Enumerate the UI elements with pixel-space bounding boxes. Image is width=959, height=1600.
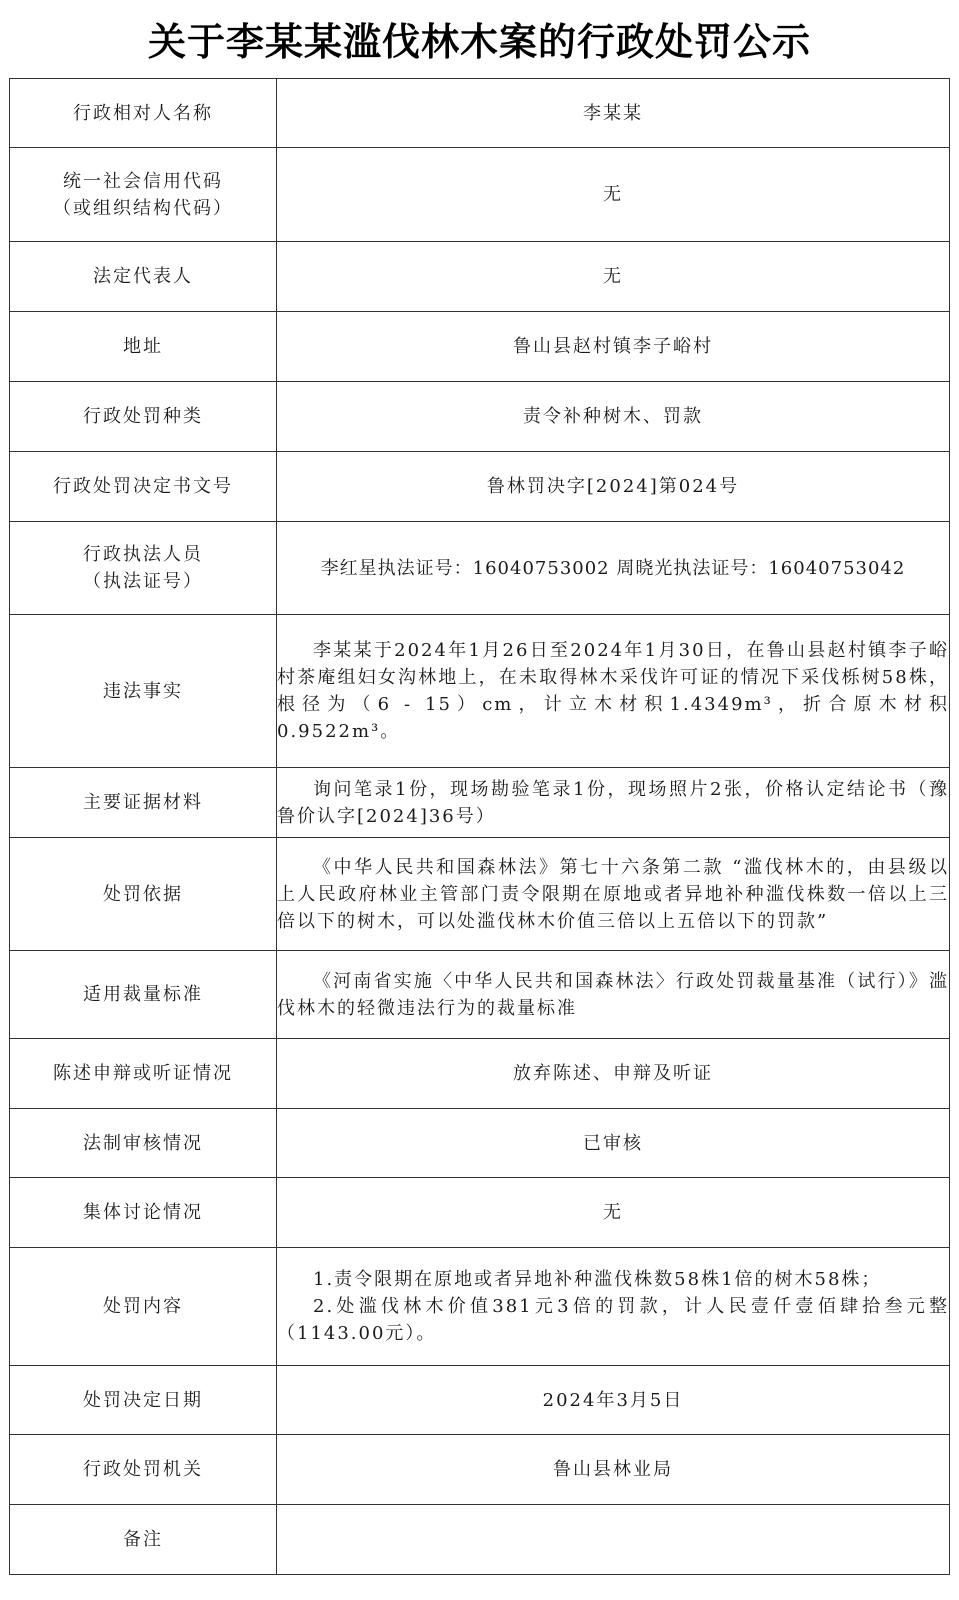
label-cell: 统一社会信用代码 （或组织结构代码） xyxy=(10,148,277,242)
label-cell: 法定代表人 xyxy=(10,242,277,312)
value-cell: 询问笔录1份，现场勘验笔录1份，现场照片2张，价格认定结论书（豫鲁价认字[2024]36号） xyxy=(277,768,950,838)
value-cell: 李某某于2024年1月26日至2024年1月30日，在鲁山县赵村镇李子峪村茶庵组妇女沟林地上，在未取得林木采伐许可证的情况下采伐栎树58株，根径为（6 - 15）cm，计立木材积1.4349m³，折合原木材积0.9522m³。 xyxy=(277,615,950,768)
label-cell: 处罚内容 xyxy=(10,1248,277,1366)
label-cell: 地址 xyxy=(10,312,277,382)
value-cell: 1.责令限期在原地或者异地补种滥伐株数58株1倍的树木58株； 2.处滥伐林木价值381元3倍的罚款，计人民壹仟壹佰肆拾叁元整（1143.00元）。 xyxy=(277,1248,950,1366)
table-row xyxy=(10,1248,950,1366)
value-cell: 无 xyxy=(277,242,950,312)
label-cell: 行政相对人名称 xyxy=(10,79,277,148)
value-cell: 《河南省实施〈中华人民共和国森林法〉行政处罚裁量基准（试行）》滥伐林木的轻微违法行为的裁量标准 xyxy=(277,951,950,1039)
table-row xyxy=(10,382,950,452)
table-row xyxy=(10,1435,950,1505)
table-row xyxy=(10,522,950,615)
value-cell: 2024年3月5日 xyxy=(277,1366,950,1435)
label-cell: 处罚决定日期 xyxy=(10,1366,277,1435)
value-cell: 李红星执法证号：16040753002 周晓光执法证号：16040753042 xyxy=(277,522,950,615)
label-cell: 行政处罚种类 xyxy=(10,382,277,452)
value-cell: 鲁山县赵村镇李子峪村 xyxy=(277,312,950,382)
label-cell: 主要证据材料 xyxy=(10,768,277,838)
label-cell: 法制审核情况 xyxy=(10,1109,277,1178)
table-row xyxy=(10,615,950,768)
value-cell: 无 xyxy=(277,1178,950,1248)
label-cell: 适用裁量标准 xyxy=(10,951,277,1039)
value-cell: 李某某 xyxy=(277,79,950,148)
table-row xyxy=(10,951,950,1039)
table-row xyxy=(10,79,950,148)
value-cell xyxy=(277,1505,950,1575)
label-cell: 行政处罚机关 xyxy=(10,1435,277,1505)
label-cell: 违法事实 xyxy=(10,615,277,768)
value-cell: 放弃陈述、申辩及听证 xyxy=(277,1039,950,1109)
table-row xyxy=(10,1366,950,1435)
table-row xyxy=(10,1039,950,1109)
label-cell: 集体讨论情况 xyxy=(10,1178,277,1248)
label-cell: 陈述申辩或听证情况 xyxy=(10,1039,277,1109)
label-cell: 处罚依据 xyxy=(10,838,277,951)
value-cell: 责令补种树木、罚款 xyxy=(277,382,950,452)
label-cell: 备注 xyxy=(10,1505,277,1575)
label-cell: 行政处罚决定书文号 xyxy=(10,452,277,522)
value-cell: 无 xyxy=(277,148,950,242)
value-cell: 《中华人民共和国森林法》第七十六条第二款 “滥伐林木的，由县级以上人民政府林业主管部门责令限期在原地或者异地补种滥伐株数一倍以上三倍以下的树木，可以处滥伐林木价值三倍以上五倍以下的罚款” xyxy=(277,838,950,951)
table-row xyxy=(10,1178,950,1248)
table-row xyxy=(10,452,950,522)
table-row xyxy=(10,1505,950,1575)
table-row xyxy=(10,312,950,382)
table-row xyxy=(10,1109,950,1178)
table-row xyxy=(10,148,950,242)
value-cell: 鲁林罚决字[2024]第024号 xyxy=(277,452,950,522)
table-row xyxy=(10,838,950,951)
value-cell: 已审核 xyxy=(277,1109,950,1178)
page-title: 关于李某某滥伐林木案的行政处罚公示 xyxy=(147,19,811,64)
penalty-record-table xyxy=(9,78,950,1575)
value-cell: 鲁山县林业局 xyxy=(277,1435,950,1505)
label-cell: 行政执法人员 （执法证号） xyxy=(10,522,277,615)
table-row xyxy=(10,768,950,838)
table-row xyxy=(10,242,950,312)
